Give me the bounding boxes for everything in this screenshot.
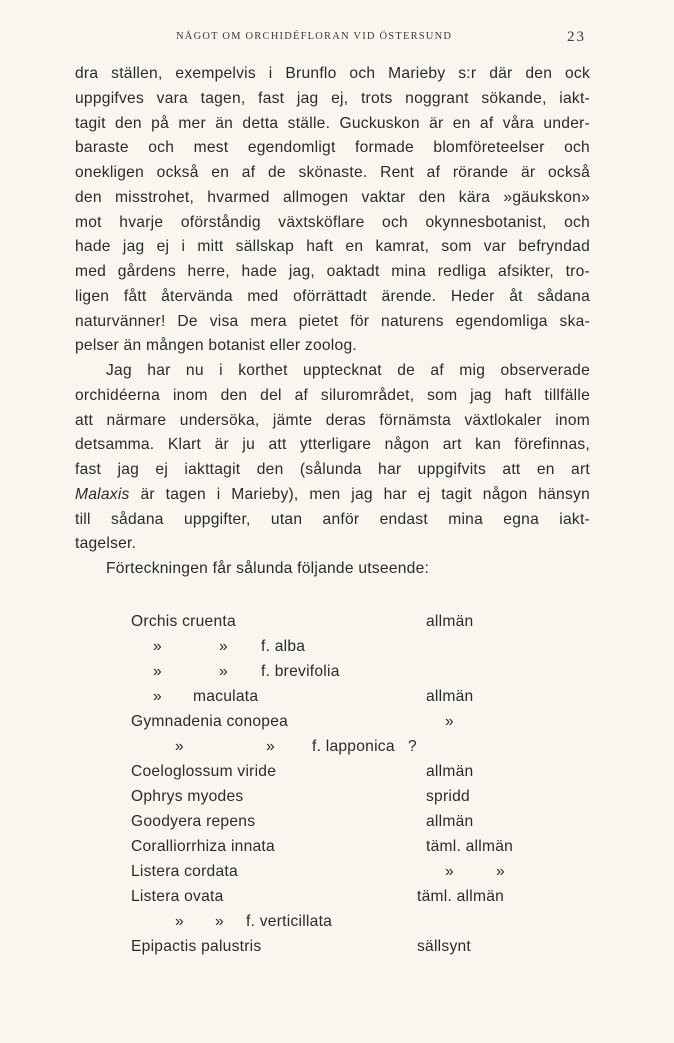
ditto-mark: »: [153, 688, 162, 705]
text-line: orchidéerna inom den del af silurområdet, som jag haft tillfälle: [75, 386, 590, 404]
list-row: [0, 738, 674, 763]
query-mark: ?: [408, 738, 417, 755]
list-row: [0, 663, 674, 688]
list-row: [0, 638, 674, 663]
ditto-mark: »: [153, 663, 162, 680]
text-line: att närmare undersöka, jämte deras förnämsta växtlokaler inom: [75, 411, 590, 429]
text-line: dra ställen, exempelvis i Brunflo och Marieby s:r där den ock: [75, 65, 590, 82]
species-status: »: [496, 863, 505, 880]
text-line: detsamma. Klart är ju att ytterligare någon art kan förefinnas,: [75, 436, 590, 454]
text-line: till sådana uppgifter, utan anför endast mina egna iakt-: [75, 510, 590, 528]
species-name: maculata: [193, 688, 259, 705]
species-name: Gymnadenia conopea: [131, 713, 289, 730]
species-name: Ophrys myodes: [131, 788, 244, 805]
ditto-mark: »: [153, 638, 162, 655]
species-status: »: [445, 713, 454, 730]
species-name: f. alba: [261, 638, 306, 655]
paragraph-3: [75, 557, 590, 582]
list-row: [0, 713, 674, 738]
list-row: [0, 763, 674, 788]
text-line: Förteckningen får sålunda följande utseende:: [106, 560, 430, 577]
species-name: Coralliorrhiza innata: [131, 838, 275, 855]
text-line: hade jag ej i mitt sällskap haft en kamrat, som var befryndad: [75, 238, 590, 256]
species-status: allmän: [426, 688, 474, 705]
italic-genus: Malaxis: [75, 485, 130, 503]
text-line: tagelser.: [75, 535, 137, 553]
species-status: allmän: [426, 763, 474, 780]
ditto-mark: »: [219, 638, 228, 655]
text-line: Jag har nu i korthet upptecknat de af mig observerade: [106, 362, 590, 379]
list-row: [0, 938, 674, 963]
list-row: [0, 888, 674, 913]
list-row: [0, 863, 674, 888]
species-status: »: [445, 863, 454, 880]
list-row: [0, 613, 674, 638]
species-name: f. lapponica: [312, 738, 395, 755]
species-name: Goodyera repens: [131, 813, 256, 830]
text-line: onekligen också en af de skönaste. Rent af rörande är också: [75, 164, 590, 181]
text-line: [75, 483, 590, 508]
species-name: Listera cordata: [131, 863, 238, 880]
list-row: [0, 788, 674, 813]
text-line: tagit den på mer än detta ställe. Guckuskon är en af våra under-: [75, 114, 590, 132]
text-line: baraste och mest egendomligt formade blomföreteelser och: [75, 139, 590, 157]
text-line: mot hvarje oförståndig växtsköflare och okynnesbotanist, och: [75, 213, 590, 231]
body-text: [75, 62, 590, 582]
text-line: med gårdens herre, hade jag, oaktadt mina redliga afsikter, tro-: [75, 263, 590, 280]
ditto-mark: »: [175, 913, 184, 930]
ditto-mark: »: [219, 663, 228, 680]
species-name: Listera ovata: [131, 888, 224, 905]
paragraph-1: [75, 62, 590, 359]
page-header: [0, 31, 674, 51]
list-row: [0, 688, 674, 713]
list-row: [0, 838, 674, 863]
species-status: täml. allmän: [417, 888, 505, 905]
text-span: är tagen i Marieby), men jag har ej tagit någon hänsyn: [129, 485, 590, 503]
text-line: naturvänner! De visa mera pietet för naturens egendomliga ska-: [75, 312, 590, 330]
species-status: täml. allmän: [426, 838, 514, 855]
ditto-mark: »: [266, 738, 275, 755]
text-line: pelser än mången botanist eller zoolog.: [75, 337, 357, 355]
running-title: NÅGOT OM ORCHIDÉFLORAN VID ÖSTERSUND: [176, 31, 453, 42]
ditto-mark: »: [215, 913, 224, 930]
species-name: Epipactis palustris: [131, 938, 262, 955]
page-number: 23: [567, 29, 586, 45]
text-line: uppgifves vara tagen, fast jag ej, trots noggrant sökande, iakt-: [75, 89, 590, 107]
list-row: [0, 813, 674, 838]
species-name: Orchis cruenta: [131, 613, 236, 630]
species-name: f. verticillata: [246, 913, 333, 930]
text-line: den misstrohet, hvarmed allmogen vaktar den kära »gäukskon»: [75, 188, 590, 206]
list-row: [0, 913, 674, 938]
species-status: sällsynt: [417, 938, 471, 955]
text-line: fast jag ej iakttagit den (sålunda har uppgifvits att en art: [75, 461, 590, 478]
ditto-mark: »: [175, 738, 184, 755]
species-status: spridd: [426, 788, 470, 805]
text-line: ligen fått återvända med oförrättadt ärende. Heder åt sådana: [75, 287, 590, 305]
paragraph-2: [75, 359, 590, 557]
species-name: Coeloglossum viride: [131, 763, 277, 780]
species-status: allmän: [426, 613, 474, 630]
species-name: f. brevifolia: [261, 663, 340, 680]
species-status: allmän: [426, 813, 474, 830]
